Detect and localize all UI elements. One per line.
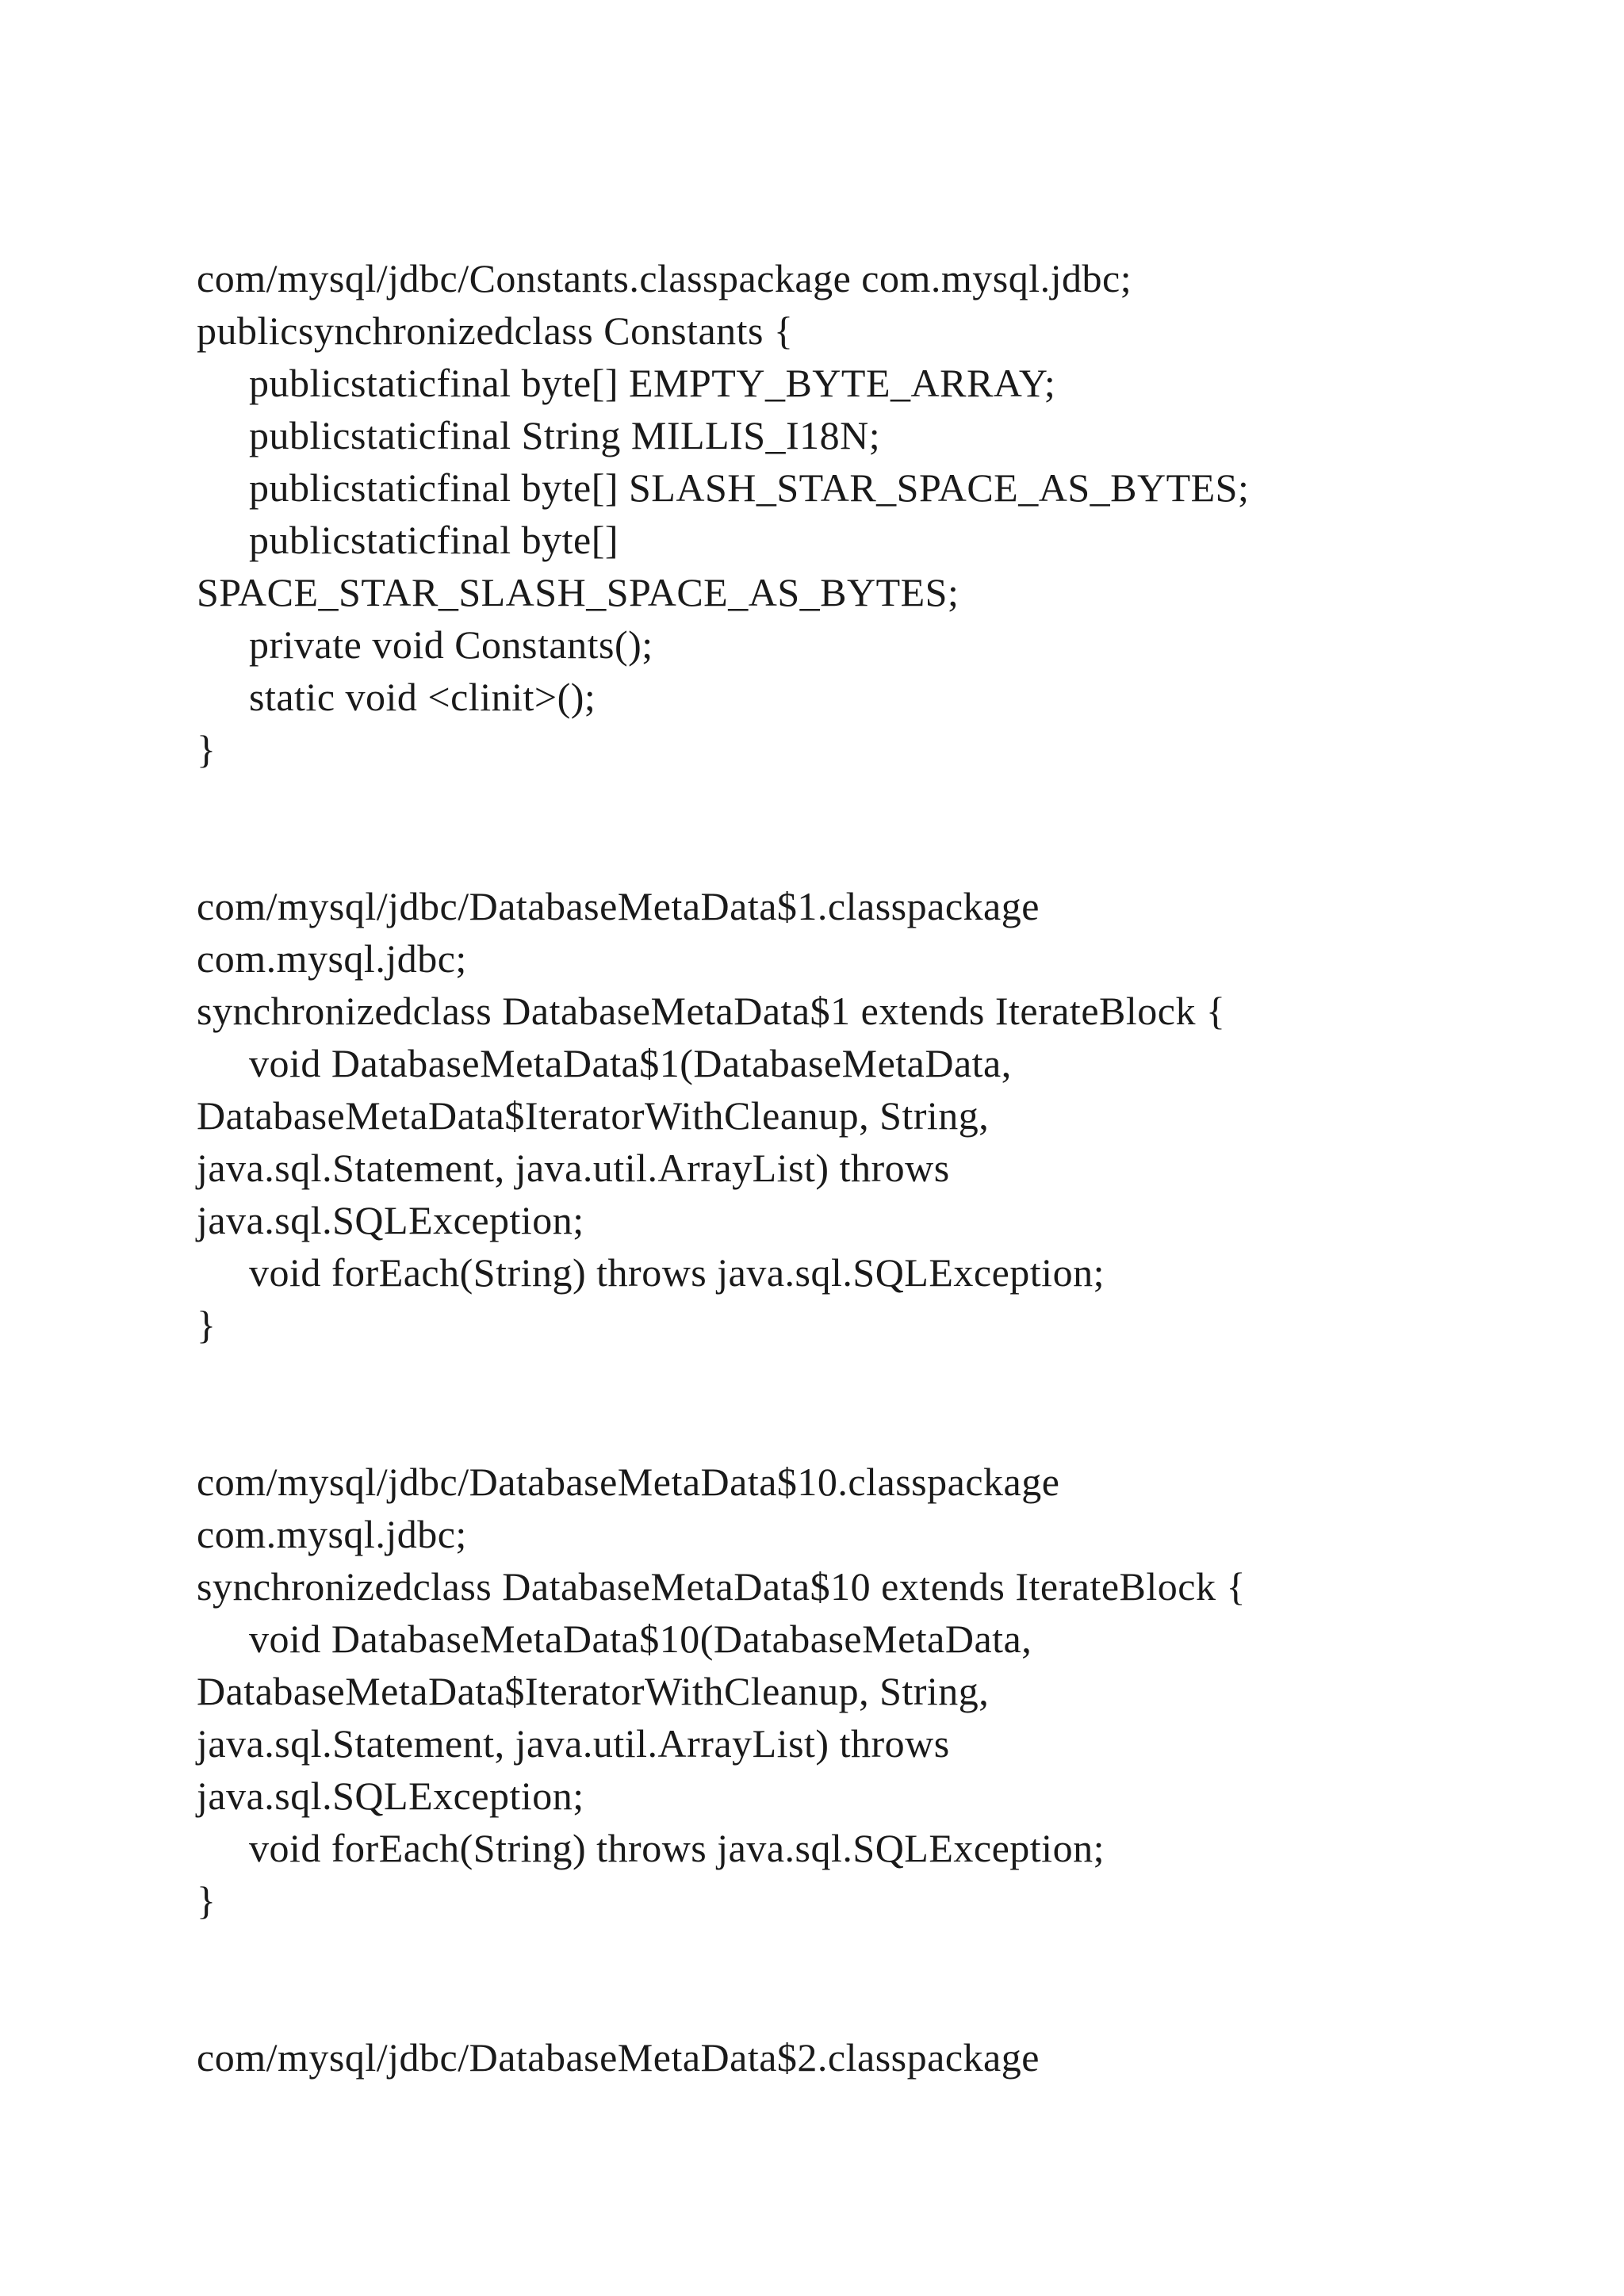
text-line: com/mysql/jdbc/DatabaseMetaData$1.classpackage [197,884,1040,928]
text-line: publicsynchronizedclass Constants { [197,308,794,353]
text-line: SPACE_STAR_SLASH_SPACE_AS_BYTES; [197,570,959,614]
text-line: } [197,1303,216,1347]
text-line: } [197,727,216,771]
document-body [197,252,1505,2084]
text-line: publicstaticfinal byte[] EMPTY_BYTE_ARRAY; [249,361,1056,405]
blank-line [197,775,1505,828]
text-line: com.mysql.jdbc; [197,1512,467,1556]
text-line: com/mysql/jdbc/DatabaseMetaData$10.classpackage [197,1460,1060,1504]
text-line: void DatabaseMetaData$1(DatabaseMetaData, [249,1041,1012,1085]
text-line: com.mysql.jdbc; [197,936,467,981]
text-line: DatabaseMetaData$IteratorWithCleanup, String, [197,1093,990,1138]
blank-line [197,828,1505,880]
text-line: java.sql.Statement, java.util.ArrayList) throws [197,1146,950,1190]
text-line: private void Constants(); [249,622,653,667]
text-line: publicstaticfinal byte[] [249,518,619,562]
text-line: synchronizedclass DatabaseMetaData$1 extends IterateBlock { [197,989,1226,1033]
blank-line [197,1403,1505,1456]
text-line: void DatabaseMetaData$10(DatabaseMetaData, [249,1617,1032,1661]
text-line: } [197,1878,216,1923]
text-line: DatabaseMetaData$IteratorWithCleanup, String, [197,1669,990,1713]
blank-line [197,1351,1505,1403]
text-line: void forEach(String) throws java.sql.SQLException; [249,1250,1105,1295]
text-line: publicstaticfinal byte[] SLASH_STAR_SPACE_AS_BYTES; [249,465,1250,510]
text-line: java.sql.Statement, java.util.ArrayList) throws [197,1721,950,1766]
text-line: java.sql.SQLException; [197,1774,584,1818]
text-line: java.sql.SQLException; [197,1198,584,1242]
text-line: com/mysql/jdbc/DatabaseMetaData$2.classpackage [197,2035,1040,2080]
blank-line [197,1927,1505,1979]
text-line: static void <clinit>(); [249,675,596,719]
text-line: synchronizedclass DatabaseMetaData$10 extends IterateBlock { [197,1564,1246,1609]
blank-line [197,1979,1505,2031]
text-line: com/mysql/jdbc/Constants.classpackage com.mysql.jdbc; [197,256,1132,300]
text-line: void forEach(String) throws java.sql.SQLException; [249,1826,1105,1870]
text-line: publicstaticfinal String MILLIS_I18N; [249,413,881,457]
